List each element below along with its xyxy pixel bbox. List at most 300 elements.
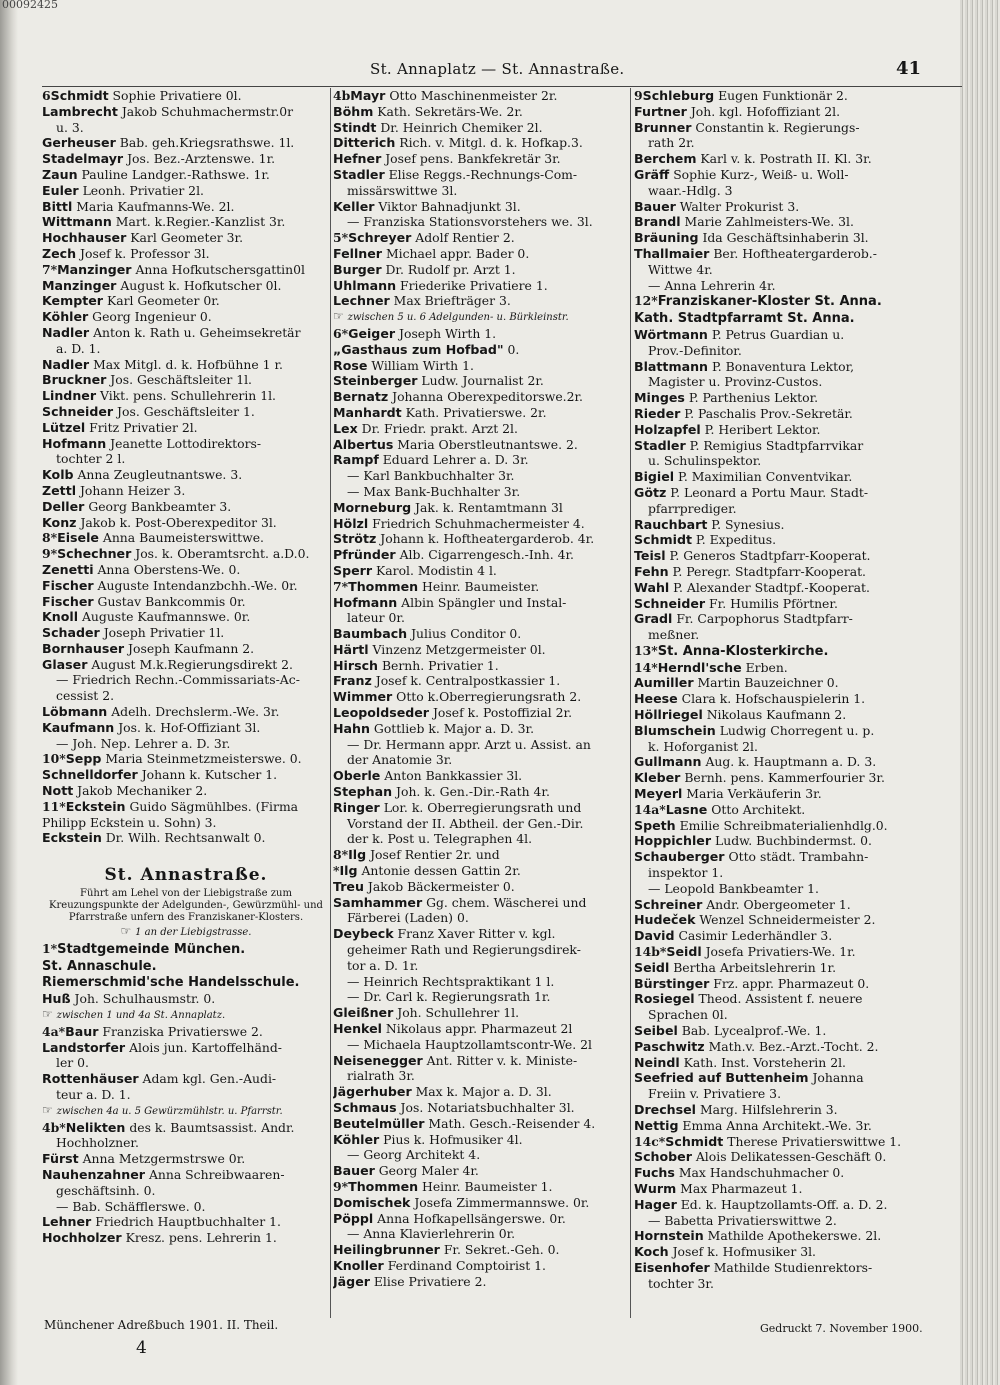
house-number: 9* xyxy=(333,1178,349,1194)
directory-entry xyxy=(333,689,625,705)
directory-entry xyxy=(634,438,934,454)
directory-entry xyxy=(42,230,330,246)
resident-name: Bräuning xyxy=(634,230,699,246)
resident-name: Konz xyxy=(42,514,77,530)
resident-name: Kolb xyxy=(42,467,74,483)
resident-name: Nelikten xyxy=(65,1119,126,1135)
resident-name: Stadelmayr xyxy=(42,151,124,167)
resident-name: Nettig xyxy=(634,1117,679,1133)
entry-details: Clara k. Hofschauspielerin 1. xyxy=(677,691,866,707)
column-1 xyxy=(42,88,330,1246)
resident-name: Samhammer xyxy=(333,894,423,910)
directory-entry xyxy=(634,485,934,501)
directory-entry xyxy=(333,516,625,532)
entry-details: Jos. Geschäftsleiter 1l. xyxy=(106,372,252,388)
resident-name: Schneider xyxy=(634,595,706,611)
resident-name: Knoller xyxy=(333,1257,384,1273)
street-note-text: zwischen 4a u. 5 Gewürzmühlstr. u. Pfarrstr. xyxy=(56,1105,283,1117)
resident-name: Gradl xyxy=(634,611,673,627)
entry-details: P. Remigius Stadtpfarrvikar xyxy=(685,437,864,453)
entry-details: Wittwe 4r. xyxy=(648,261,713,277)
directory-entry xyxy=(634,1070,934,1086)
resident-name: Kempter xyxy=(42,293,103,309)
entry-details: Jak. k. Rentamtmann 3l xyxy=(411,499,563,515)
entry-details: Friedrich Schuhmachermeister 4. xyxy=(368,515,585,531)
directory-entry xyxy=(634,1181,934,1197)
entry-details: Heinr. Baumeister. xyxy=(418,578,540,594)
directory-entry xyxy=(333,500,625,516)
entry-details: P. Petrus Guardian u. xyxy=(707,326,845,342)
entry-details: Jeanette Lottodirektors- xyxy=(106,435,262,451)
entry-details: Sophie Kurz-, Weiß- u. Woll- xyxy=(669,166,849,182)
entry-details: Max Handschuhmacher 0. xyxy=(674,1165,845,1181)
entry-details: Maria Verkäuferin 3r. xyxy=(682,786,822,802)
directory-entry xyxy=(634,199,934,215)
entry-details: Anna Hofkapellsängerswe. 0r. xyxy=(373,1210,566,1226)
entry-details: tochter 2 l. xyxy=(56,451,126,467)
entry-details: teur a. D. 1. xyxy=(56,1087,131,1103)
house-number: 5* xyxy=(333,230,349,246)
directory-entry xyxy=(634,151,934,167)
directory-entry xyxy=(42,104,330,120)
entry-details: Anna Hofkutschersgattin0l xyxy=(131,261,305,277)
header-rule xyxy=(42,86,962,87)
resident-name: Heilingbrunner xyxy=(333,1242,440,1258)
entry-details: Vorstand der II. Abtheil. der Gen.-Dir. xyxy=(347,815,584,831)
directory-entry xyxy=(333,484,625,500)
directory-entry xyxy=(42,199,330,215)
directory-entry xyxy=(333,468,625,484)
entry-details: der k. Post u. Telegraphen 4l. xyxy=(347,831,533,847)
entry-details: Dr. Friedr. prakt. Arzt 2l. xyxy=(357,420,518,436)
entry-details: Anna Oberstens-We. 0. xyxy=(93,561,241,577)
resident-name: Deller xyxy=(42,498,85,514)
entry-details: Johanna xyxy=(808,1070,864,1086)
directory-entry xyxy=(42,751,330,767)
directory-entry xyxy=(42,991,330,1007)
directory-entry xyxy=(42,278,330,294)
entry-details: Jakob Bäckermeister 0. xyxy=(363,878,515,894)
directory-entry xyxy=(634,88,934,104)
directory-entry xyxy=(333,1179,625,1195)
house-number: 4b* xyxy=(42,1119,66,1135)
entry-details: Elise Reggs.-Rechnungs-Com- xyxy=(384,166,578,182)
entry-details: — Max Bank-Buchhalter 3r. xyxy=(347,483,521,499)
entry-details: Friederike Privatiere 1. xyxy=(396,277,548,293)
resident-name: Blumschein xyxy=(634,722,716,738)
entry-details: Kath. Inst. Vorsteherin 2l. xyxy=(679,1054,846,1070)
entry-details: — Dr. Carl k. Regierungsrath 1r. xyxy=(347,989,551,1005)
resident-name: Holzapfel xyxy=(634,421,701,437)
directory-entry xyxy=(333,151,625,167)
house-number: 8* xyxy=(42,530,58,546)
resident-name: Knoll xyxy=(42,609,79,625)
directory-entry xyxy=(42,309,330,325)
directory-entry xyxy=(333,768,625,784)
directory-entry xyxy=(634,1102,934,1118)
directory-entry xyxy=(333,595,625,611)
entry-details: Jos. Bez.-Arztenswe. 1r. xyxy=(123,151,276,167)
resident-name: Pfründer xyxy=(333,547,396,563)
entry-details: a. D. 1. xyxy=(56,340,101,356)
entry-details: Joh. Schullehrer 1l. xyxy=(393,1005,520,1021)
entry-details: des k. Baumtsassist. Andr. xyxy=(125,1119,295,1135)
running-title: St. Annaplatz — St. Annastraße. xyxy=(370,60,625,78)
resident-name: Schreiner xyxy=(634,896,703,912)
directory-entry xyxy=(42,799,330,815)
directory-entry xyxy=(634,991,934,1007)
street-note-text: zwischen 1 und 4a St. Annaplatz. xyxy=(56,1010,226,1022)
directory-entry xyxy=(42,1135,330,1151)
directory-entry xyxy=(333,847,625,863)
directory-entry xyxy=(634,928,934,944)
directory-entry xyxy=(634,865,934,881)
entry-details: Vikt. pens. Schullehrerin 1l. xyxy=(96,388,276,404)
directory-entry xyxy=(333,942,625,958)
house-number: 13* xyxy=(634,642,658,658)
entry-details: Theod. Assistent f. neuere xyxy=(694,991,863,1007)
entry-details: Maria Kaufmanns-We. 2l. xyxy=(72,198,235,214)
entry-details: Alb. Cigarrengesch.-Inh. 4r. xyxy=(395,547,574,563)
resident-name: Schmidt xyxy=(665,1133,724,1149)
entry-details: Ferdinand Comptoirist 1. xyxy=(383,1257,546,1273)
entry-details: Josef k. Centralpostkassier 1. xyxy=(371,673,561,689)
directory-entry xyxy=(634,359,934,375)
resident-name: Nadler xyxy=(42,324,90,340)
directory-entry xyxy=(634,723,934,739)
directory-entry xyxy=(42,167,330,183)
directory-entry xyxy=(634,1244,934,1260)
directory-entry xyxy=(634,246,934,262)
directory-entry xyxy=(42,657,330,673)
house-number: 10* xyxy=(42,751,66,767)
entry-details: P. Maximilian Conventvikar. xyxy=(674,469,853,485)
entry-details: P. Bonaventura Lektor, xyxy=(708,358,855,374)
entry-details: Constantin k. Regierungs- xyxy=(691,119,860,135)
entry-details: Dr. Heinrich Chemiker 2l. xyxy=(376,119,543,135)
resident-name: Fürst xyxy=(42,1151,79,1167)
directory-entry xyxy=(333,910,625,926)
directory-entry xyxy=(333,531,625,547)
entry-details: geheimer Rath und Regierungsdirek- xyxy=(347,942,581,958)
resident-name: Steinberger xyxy=(333,373,418,389)
directory-entry xyxy=(634,1055,934,1071)
resident-name: Hudeček xyxy=(634,912,696,928)
entry-details: Sprachen 0l. xyxy=(648,1007,728,1023)
entry-details: Joh. Schulhausmstr. 0. xyxy=(70,991,216,1007)
entry-details: Josef k. Professor 3l. xyxy=(76,245,210,261)
directory-entry xyxy=(42,499,330,515)
entry-details: Marg. Hilfslehrerin 3. xyxy=(696,1102,838,1117)
resident-name: Oberle xyxy=(333,768,381,784)
entry-details: Gottlieb k. Major a. D. 3r. xyxy=(369,720,535,736)
directory-entry xyxy=(42,372,330,388)
entry-details: Jakob k. Post-Oberexpeditor 3l. xyxy=(76,514,277,530)
entry-details: Max k. Major a. D. 3l. xyxy=(411,1084,552,1100)
directory-entry xyxy=(634,1086,934,1102)
entry-details: der Anatomie 3r. xyxy=(347,752,453,768)
entry-details: Otto Architekt. xyxy=(707,801,806,817)
resident-name: Ringer xyxy=(333,799,380,815)
directory-entry xyxy=(634,343,934,359)
directory-entry xyxy=(333,104,625,120)
directory-entry xyxy=(42,436,330,452)
entry-details: Jos. Notariatsbuchhalter 3l. xyxy=(396,1100,575,1115)
entry-details: Dr. Wilh. Rechtsanwalt 0. xyxy=(101,830,266,846)
resident-name: Thommen xyxy=(348,578,419,594)
entry-details: P. Leonard a Portu Maur. Stadt- xyxy=(666,484,869,500)
entry-details: Bab. geh.Kriegsrathswe. 1l. xyxy=(115,135,295,151)
directory-entry xyxy=(634,707,934,723)
directory-entry xyxy=(42,325,330,341)
directory-entry xyxy=(42,1183,330,1199)
resident-name: Rose xyxy=(333,357,368,373)
entry-details: Anna Metzgermstrswe 0r. xyxy=(78,1151,246,1167)
resident-name: Baumbach xyxy=(333,626,408,642)
resident-name: Heese xyxy=(634,691,678,707)
entry-details: — Dr. Hermann appr. Arzt u. Assist. an xyxy=(347,736,591,752)
entry-details: Eduard Lehrer a. D. 3r. xyxy=(378,452,529,468)
entry-details: — Bab. Schäfflerswe. 0. xyxy=(56,1198,206,1214)
entry-details: Elise Privatiere 2. xyxy=(369,1273,487,1289)
entry-details: Sophie Privatiere 0l. xyxy=(108,88,242,103)
resident-name: St. Annaschule. xyxy=(42,958,157,974)
entry-details: Walter Prokurist 3. xyxy=(675,198,800,214)
directory-entry xyxy=(42,974,330,991)
directory-entry xyxy=(333,293,625,309)
footer-signature-number: 4 xyxy=(136,1338,147,1358)
directory-entry xyxy=(42,1120,330,1136)
entry-details: Emma Anna Architekt.-We. 3r. xyxy=(678,1117,872,1133)
entry-details: Karol. Modistin 4 l. xyxy=(372,562,497,578)
entry-details: — Joh. Nep. Lehrer a. D. 3r. xyxy=(56,735,231,751)
house-number: 8* xyxy=(333,847,349,863)
entry-details: — Anna Lehrerin 4r. xyxy=(648,277,776,293)
directory-entry xyxy=(333,326,625,342)
entry-details: William Wirth 1. xyxy=(367,357,474,373)
column-divider-2 xyxy=(630,88,631,1318)
entry-details: Karl v. k. Postrath II. Kl. 3r. xyxy=(696,151,872,167)
entry-details: — Michaela Hauptzollamtscontr-We. 2l xyxy=(347,1036,592,1052)
directory-entry xyxy=(42,1071,330,1087)
directory-entry xyxy=(42,672,330,688)
resident-name: Seidl xyxy=(666,944,702,960)
resident-name: Hornstein xyxy=(634,1228,704,1244)
directory-entry xyxy=(333,1163,625,1179)
resident-name: Hager xyxy=(634,1196,677,1212)
directory-entry xyxy=(42,467,330,483)
directory-entry xyxy=(333,1195,625,1211)
entry-details: Math. Gesch.-Reisender 4. xyxy=(424,1115,596,1131)
resident-name: Rottenhäuser xyxy=(42,1071,139,1087)
directory-entry xyxy=(634,881,934,897)
directory-entry xyxy=(42,1040,330,1056)
page-number: 41 xyxy=(896,58,922,79)
resident-name: Minges xyxy=(634,390,685,406)
directory-entry xyxy=(333,547,625,563)
entry-details: Bab. Lycealprof.-We. 1. xyxy=(677,1023,827,1039)
directory-entry xyxy=(333,246,625,262)
directory-entry xyxy=(42,404,330,420)
resident-name: Fehn xyxy=(634,563,669,579)
resident-name: Rieder xyxy=(634,405,681,421)
resident-name: Manzinger xyxy=(42,277,117,293)
entry-details: Jos. k. Hof-Offiziant 3l. xyxy=(114,719,261,735)
entry-details: Pius k. Hofmusiker 4l. xyxy=(379,1131,523,1147)
resident-name: Gleißner xyxy=(333,1005,394,1021)
directory-entry xyxy=(634,818,934,834)
directory-entry xyxy=(333,452,625,468)
resident-name: Wittmann xyxy=(42,214,112,230)
resident-name: Hochhauser xyxy=(42,230,127,246)
directory-entry xyxy=(634,183,934,199)
resident-name: Leopoldseder xyxy=(333,705,430,721)
resident-name: Hahn xyxy=(333,720,370,736)
directory-entry xyxy=(333,262,625,278)
entry-details: Joh. kgl. Hofoffiziant 2l. xyxy=(686,103,841,119)
directory-entry xyxy=(42,1214,330,1230)
directory-entry xyxy=(634,643,934,660)
entry-details: Fr. Sekret.-Geh. 0. xyxy=(439,1242,560,1258)
resident-name: Speth xyxy=(634,817,676,833)
resident-name: Lindner xyxy=(42,388,97,404)
entry-details: Rich. v. Mitgl. d. k. Hofkap.3. xyxy=(395,135,583,151)
resident-name: Stindt xyxy=(333,119,377,135)
entry-details: Vinzenz Metzgermeister 0l. xyxy=(368,641,546,657)
directory-entry xyxy=(634,120,934,136)
directory-entry xyxy=(42,1024,330,1040)
directory-entry xyxy=(634,739,934,755)
directory-entry xyxy=(42,151,330,167)
directory-entry xyxy=(634,976,934,992)
directory-entry xyxy=(42,720,330,736)
pointing-hand-icon: ☞ xyxy=(42,1102,57,1117)
street-note-text: 1 an der Liebigstrasse. xyxy=(135,927,252,939)
resident-name: Zaun xyxy=(42,166,78,182)
directory-entry xyxy=(42,293,330,309)
directory-entry xyxy=(333,958,625,974)
resident-name: Jäger xyxy=(333,1273,370,1289)
entry-details: Lor. k. Oberregierungsrath und xyxy=(379,799,582,815)
directory-entry xyxy=(42,941,330,958)
entry-details: Georg Ingenieur 0. xyxy=(88,309,212,325)
directory-entry xyxy=(634,104,934,120)
directory-entry xyxy=(634,262,934,278)
entry-details: Johann Heizer 3. xyxy=(76,482,186,498)
entry-details: Adam kgl. Gen.-Audi- xyxy=(138,1071,277,1087)
section-description: Führt am Lehel von der Liebigstraße zum Kreuzungspunkte der Adelgunden-, Gewürzmühl- und Pfarrstraße unfern des Franziskaner-Klosters. xyxy=(49,888,323,924)
entry-details: Leonh. Privatier 2l. xyxy=(78,182,204,198)
resident-name: Strötz xyxy=(333,531,377,547)
resident-name: Stadler xyxy=(634,437,686,453)
directory-entry xyxy=(333,373,625,389)
directory-entry xyxy=(333,721,625,737)
resident-name: Hirsch xyxy=(333,657,378,673)
directory-entry xyxy=(634,406,934,422)
resident-name: Lützel xyxy=(42,419,86,435)
entry-details: Auguste Intendanzbchh.-We. 0r. xyxy=(93,577,298,593)
directory-entry xyxy=(42,594,330,610)
resident-name: „Gasthaus zum Hofbad" xyxy=(333,341,504,357)
entry-details: Jos. Geschäftsleiter 1. xyxy=(113,403,255,419)
directory-entry xyxy=(333,120,625,136)
entry-details: — Anna Klavierlehrerin 0r. xyxy=(347,1226,516,1242)
directory-entry xyxy=(634,214,934,230)
house-number: 14b* xyxy=(634,944,667,960)
entry-details: Eugen Funktionär 2. xyxy=(714,88,848,103)
entry-details: Johann k. Kutscher 1. xyxy=(137,767,278,783)
directory-entry xyxy=(42,1151,330,1167)
entry-details: Joh. k. Gen.-Dir.-Rath 4r. xyxy=(392,784,550,800)
directory-entry xyxy=(333,831,625,847)
entry-details: Josef k. Postoffizial 2r. xyxy=(429,705,573,721)
street-note-text: zwischen 5 u. 6 Adelgunden- u. Bürkleinstr. xyxy=(347,312,569,324)
resident-name: Glaser xyxy=(42,656,88,672)
directory-entry xyxy=(333,1226,625,1242)
entry-details: Bernh. pens. Kammerfourier 3r. xyxy=(680,770,885,786)
entry-details: Maria Oberstleutnantswe. 2. xyxy=(393,436,578,452)
resident-name: Eckstein xyxy=(65,798,126,814)
resident-name: Bittl xyxy=(42,198,73,214)
directory-entry xyxy=(333,230,625,246)
section-title: St. Annastraße. xyxy=(104,865,268,886)
directory-entry xyxy=(634,897,934,913)
resident-name: Domischek xyxy=(333,1194,411,1210)
directory-entry xyxy=(634,310,934,327)
resident-name: Landstorfer xyxy=(42,1039,126,1055)
resident-name: Berchem xyxy=(634,151,697,167)
entry-details: Ludw. Buchbindermst. 0. xyxy=(711,833,872,849)
entry-details: u. 3. xyxy=(56,119,84,135)
directory-entry xyxy=(42,688,330,704)
entry-details: rialrath 3r. xyxy=(347,1068,415,1084)
directory-entry xyxy=(333,673,625,689)
resident-name: Ditterich xyxy=(333,135,396,151)
directory-entry xyxy=(634,167,934,183)
directory-entry xyxy=(333,358,625,374)
entry-details: tor a. D. 1r. xyxy=(347,957,419,973)
resident-name: St. Anna-Klosterkirche. xyxy=(657,643,829,659)
entry-details: P. Expeditus. xyxy=(691,532,777,548)
entry-details: — Karl Bankbuchhalter 3r. xyxy=(347,468,515,484)
resident-name: Schneider xyxy=(42,403,114,419)
entry-details: Ida Geschäftsinhaberin 3l. xyxy=(698,230,869,246)
entry-details: waar.-Hdlg. 3 xyxy=(648,182,733,198)
page-edges xyxy=(960,0,1000,1385)
entry-details: Kath. Privatierswe. 2r. xyxy=(401,404,547,420)
directory-entry xyxy=(42,1199,330,1215)
directory-entry xyxy=(333,737,625,753)
directory-entry xyxy=(333,421,625,437)
entry-details: Nikolaus appr. Pharmazeut 2l xyxy=(381,1021,573,1037)
resident-name: Deybeck xyxy=(333,926,394,942)
page-header xyxy=(0,58,1000,84)
resident-name: Lasne xyxy=(665,801,708,817)
directory-entry xyxy=(42,783,330,799)
directory-entry xyxy=(634,1118,934,1134)
resident-name: Schauberger xyxy=(634,849,725,865)
directory-entry xyxy=(42,958,330,975)
entry-details: Bernh. Privatier 1. xyxy=(378,657,499,673)
resident-name: Teisl xyxy=(634,548,666,564)
resident-name: Schechner xyxy=(57,546,132,562)
resident-name: Seidl xyxy=(634,959,670,975)
directory-entry xyxy=(333,1274,625,1290)
directory-entry xyxy=(42,341,330,357)
entry-details: Max Pharmazeut 1. xyxy=(676,1180,803,1196)
directory-entry xyxy=(634,1134,934,1150)
pointing-hand-icon: ☞ xyxy=(333,309,348,324)
